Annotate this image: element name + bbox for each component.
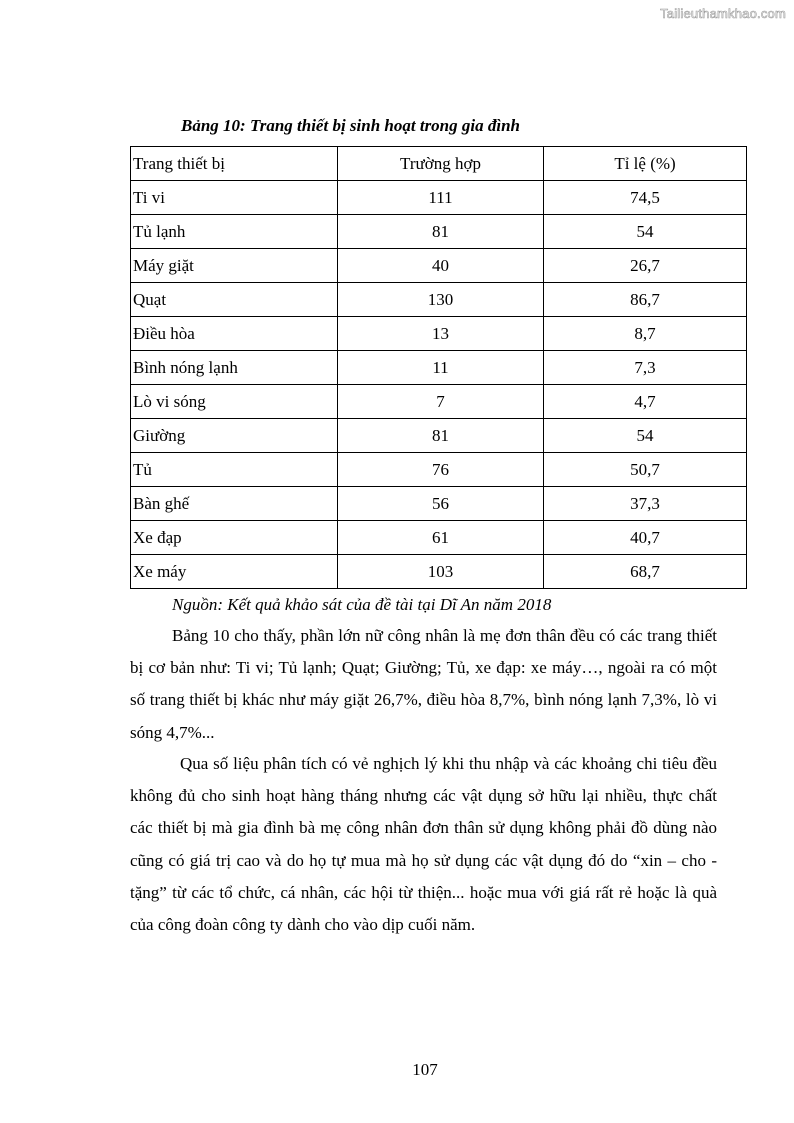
- cases-cell: 13: [338, 317, 544, 351]
- header-rate: Tỉ lệ (%): [544, 147, 747, 181]
- cases-cell: 103: [338, 555, 544, 589]
- rate-cell: 7,3: [544, 351, 747, 385]
- paragraph-2: Qua số liệu phân tích có vẻ nghịch lý khi thu nhập và các khoảng chi tiêu đều không đủ cho sinh hoạt hàng tháng nhưng các vật dụng sở hữu lại nhiều, thực chất các thiết bị mà gia đình bà mẹ công nhân đơn thân sử dụng không phải đồ dùng nào cũng có giá trị cao và do họ tự mua mà họ sử dụng các vật dụng đó do “xin – cho - tặng” từ các tổ chức, cá nhân, các hội từ thiện... hoặc mua với giá rất rẻ hoặc là quà của công đoàn công ty dành cho vào dịp cuối năm.: [130, 754, 717, 935]
- header-cases: Trường hợp: [338, 147, 544, 181]
- rate-cell: 54: [544, 215, 747, 249]
- rate-cell: 4,7: [544, 385, 747, 419]
- equipment-cell: Giường: [131, 419, 338, 453]
- rate-cell: 50,7: [544, 453, 747, 487]
- equipment-cell: Tủ lạnh: [131, 215, 338, 249]
- cases-cell: 130: [338, 283, 544, 317]
- table-row: [131, 521, 747, 555]
- rate-cell: 37,3: [544, 487, 747, 521]
- table-row: [131, 555, 747, 589]
- rate-cell: 68,7: [544, 555, 747, 589]
- table-row: [131, 181, 747, 215]
- table-row: [131, 351, 747, 385]
- cases-cell: 81: [338, 215, 544, 249]
- table-source-note: Nguồn: Kết quả khảo sát của đề tài tại Dĩ An năm 2018: [172, 595, 552, 614]
- cases-cell: 81: [338, 419, 544, 453]
- equipment-cell: Bàn ghế: [131, 487, 338, 521]
- table-title: Bảng 10: Trang thiết bị sinh hoạt trong gia đình: [181, 116, 520, 135]
- rate-cell: 26,7: [544, 249, 747, 283]
- equipment-cell: Điều hòa: [131, 317, 338, 351]
- equipment-cell: Lò vi sóng: [131, 385, 338, 419]
- cases-cell: 111: [338, 181, 544, 215]
- equipment-cell: Máy giặt: [131, 249, 338, 283]
- table-row: [131, 487, 747, 521]
- table-row: [131, 215, 747, 249]
- watermark: Tailieuthamkhao.com: [660, 6, 786, 21]
- header-equipment: Trang thiết bị: [131, 147, 338, 181]
- cases-cell: 61: [338, 521, 544, 555]
- cases-cell: 7: [338, 385, 544, 419]
- table-row: [131, 283, 747, 317]
- table-header-row: [131, 147, 747, 181]
- page-number: 107: [412, 1060, 438, 1079]
- table-row: [131, 453, 747, 487]
- cases-cell: 56: [338, 487, 544, 521]
- rate-cell: 8,7: [544, 317, 747, 351]
- equipment-cell: Quạt: [131, 283, 338, 317]
- rate-cell: 54: [544, 419, 747, 453]
- rate-cell: 74,5: [544, 181, 747, 215]
- cases-cell: 40: [338, 249, 544, 283]
- table-row: [131, 385, 747, 419]
- equipment-cell: Tủ: [131, 453, 338, 487]
- table-row: [131, 249, 747, 283]
- table-row: [131, 419, 747, 453]
- table-row: [131, 317, 747, 351]
- rate-cell: 86,7: [544, 283, 747, 317]
- cases-cell: 76: [338, 453, 544, 487]
- rate-cell: 40,7: [544, 521, 747, 555]
- equipment-table: [130, 146, 747, 589]
- equipment-cell: Xe máy: [131, 555, 338, 589]
- cases-cell: 11: [338, 351, 544, 385]
- equipment-cell: Bình nóng lạnh: [131, 351, 338, 385]
- paragraph-1: Bảng 10 cho thấy, phần lớn nữ công nhân là mẹ đơn thân đều có các trang thiết bị cơ bản như: Ti vi; Tủ lạnh; Quạt; Giường; Tủ, xe đạp: xe máy…, ngoài ra có một số trang thiết bị khác như máy giặt 26,7%, điều hòa 8,7%, bình nóng lạnh 7,3%, lò vi sóng 4,7%...: [130, 626, 717, 742]
- equipment-cell: Ti vi: [131, 181, 338, 215]
- equipment-cell: Xe đạp: [131, 521, 338, 555]
